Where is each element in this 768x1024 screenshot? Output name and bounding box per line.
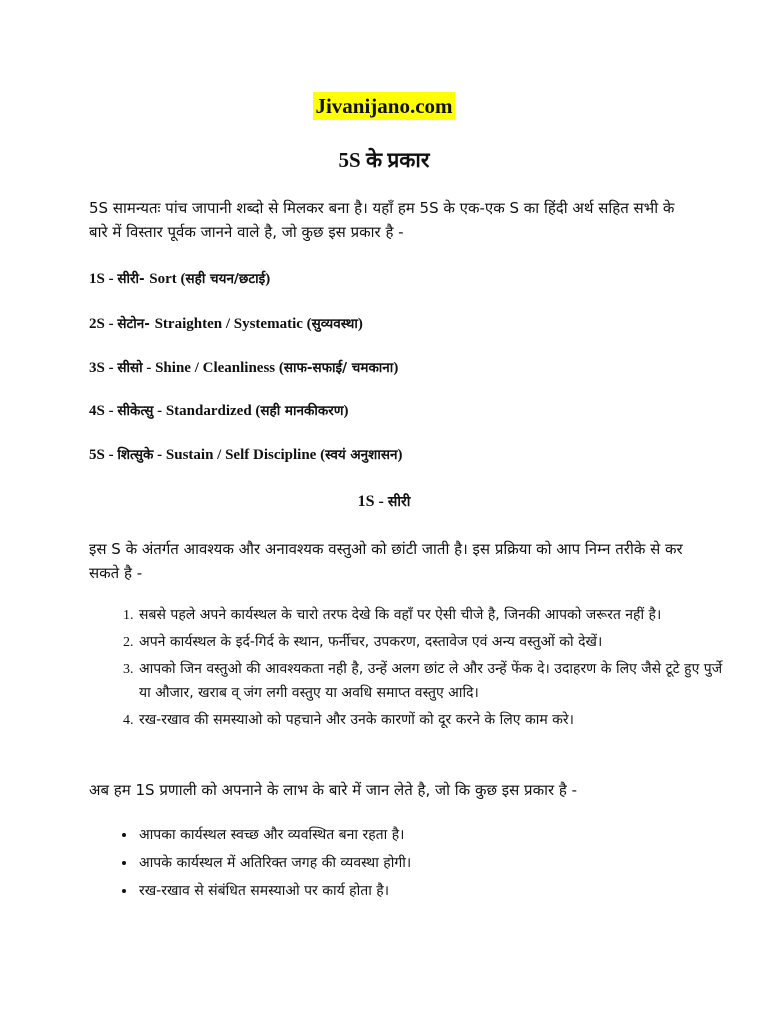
type-english-term: - Standardized ( [153, 403, 261, 419]
benefits-intro-paragraph: अब हम 1S प्रणाली को अपनाने के लाभ के बारे में जान लेते है, जो कि कुछ इस प्रकार है - [89, 781, 578, 799]
benefits-list [89, 823, 727, 907]
type-english-term: Sort ( [149, 271, 186, 287]
type-item-4s [89, 400, 689, 422]
type-item-3s [89, 357, 689, 379]
section-title: सीरी [387, 494, 411, 510]
type-item-2s [89, 313, 689, 335]
type-item-1s [89, 268, 689, 290]
type-item-5s [89, 444, 689, 466]
page-heading: 5S के प्रकार [338, 148, 430, 172]
type-hindi-meaning: सही चयन/छटाई [185, 271, 266, 287]
type-japanese-term: शित्सुके [117, 447, 154, 463]
type-english-term: - Sustain / Self Discipline ( [153, 447, 326, 463]
intro-paragraph: 5S सामन्यतः पांच जापानी शब्दो से मिलकर बना है। यहाँ हम 5S के एक-एक S का हिंदी अर्थ सहित सभी के बारे में विस्तार पूर्वक जानने वाले है, जो कुछ इस प्रकार है - [89, 199, 675, 241]
type-hindi-meaning: सही मानकीकरण [260, 403, 344, 419]
list-item: • रख-रखाव से संबंधित समस्याओ पर कार्य होता है। [137, 879, 727, 903]
site-title-container [0, 92, 768, 120]
type-code: 3S - [89, 360, 118, 376]
type-hindi-meaning: स्वयं अनुशासन [325, 447, 398, 463]
type-close-paren: ) [265, 271, 271, 287]
type-hindi-meaning: सुव्यवस्था [311, 316, 358, 332]
type-close-paren: ) [393, 360, 399, 376]
type-english-term: - Shine / Cleanliness ( [142, 360, 284, 376]
list-item: 4. रख-रखाव की समस्याओ को पहचाने और उनके कारणों को दूर करने के लिए काम करे। [137, 708, 727, 732]
type-english-term: Straighten / Systematic ( [154, 316, 312, 332]
type-japanese-term: सीरी- [117, 271, 150, 287]
type-close-paren: ) [397, 447, 403, 463]
list-item: • आपके कार्यस्थल में अतिरिक्त जगह की व्यवस्था होगी। [137, 851, 727, 875]
site-title: Jivanijano.com [315, 94, 453, 118]
list-item: 2. अपने कार्यस्थल के इर्द-गिर्द के स्थान, फर्नीचर, उपकरण, दस्तावेज एवं अन्य वस्तुओं को देखें। [137, 630, 727, 654]
type-close-paren: ) [343, 403, 349, 419]
type-code: 1S - [89, 271, 118, 287]
type-japanese-term: सीकेत्सु [117, 403, 154, 419]
type-close-paren: ) [357, 316, 363, 332]
type-code: 5S - [89, 447, 118, 463]
section-code: 1S - [357, 493, 388, 510]
list-item: 3. आपको जिन वस्तुओ की आवश्यकता नही है, उन्हें अलग छांट ले और उन्हें फेंक दे। उदाहरण के लिए जैसे टूटे हुए पुर्जे या औजार, खराब व् जंग लगी वस्तुए या अवधि समाप्त वस्तुए आदि। [137, 657, 727, 705]
type-japanese-term: सेटोन- [117, 316, 155, 332]
steps-list [89, 603, 727, 735]
section-intro-paragraph: इस S के अंतर्गत आवश्यक और अनावश्यक वस्तुओ को छांटी जाती है। इस प्रक्रिया को आप निम्न तरीके से कर सकते है - [89, 540, 683, 582]
type-code: 2S - [89, 316, 118, 332]
list-item: 1. सबसे पहले अपने कार्यस्थल के चारो तरफ देखे कि वहाँ पर ऐसी चीजे है, जिनकी आपको जरूरत नहीं है। [137, 603, 727, 627]
section-heading-1s [0, 490, 768, 514]
type-hindi-meaning: साफ-सफाई/ चमकाना [283, 360, 394, 376]
list-item: • आपका कार्यस्थल स्वच्छ और व्यवस्थित बना रहता है। [137, 823, 727, 847]
type-code: 4S - [89, 403, 118, 419]
type-japanese-term: सीसो [117, 360, 143, 376]
